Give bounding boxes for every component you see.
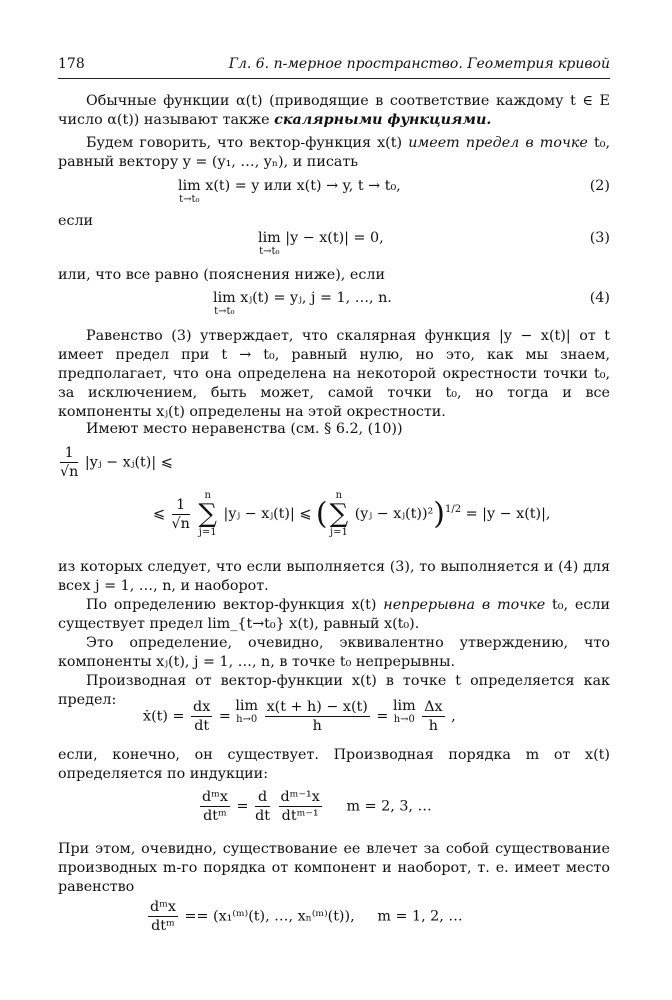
summation-2: n ∑ j=1 xyxy=(329,490,349,538)
term-scalar-functions: скалярными функциями. xyxy=(274,112,492,128)
equation-number: (4) xyxy=(589,290,610,306)
equation-number: (2) xyxy=(589,178,610,194)
equation-3: lim t→t₀ |y − x(t)| = 0, (3) xyxy=(258,230,610,257)
equation-4: lim t→t₀ xⱼ(t) = yⱼ, j = 1, …, n. (4) xyxy=(213,290,610,317)
summation-1: n ∑ j=1 xyxy=(198,490,217,538)
running-header xyxy=(58,56,610,79)
book-page xyxy=(58,0,610,1000)
term-continuous: непрерывна в точке xyxy=(383,597,546,613)
equation-components: $\frac{\text{dᵐx}}{\text{dtᵐ}}$ == (x₁⁽ᵐ⁾(t), …, xₙ⁽ᵐ⁾(t)), m = 1, 2, … xyxy=(150,899,463,934)
paragraph-scalar-functions: Обычные функции α(t) (приводящие в соответствие каждому t ∈ E число α(t)) называют также скалярными функциями. xyxy=(58,93,610,128)
equation-2: lim t→t₀ x(t) = y или x(t) → y, t → t₀, (2) xyxy=(178,178,610,205)
equation-number: (3) xyxy=(589,230,610,246)
paragraph-equivalently: или, что все равно (пояснения ниже), если xyxy=(58,267,385,283)
paragraph-inequalities: Имеют место неравенства (см. § 6.2, (10)) xyxy=(86,421,403,437)
term-has-limit: имеет предел в точке xyxy=(408,135,588,151)
paragraph-equality-3: Равенство (3) утверждает, что скалярная функция |y − x(t)| от t имеет предел при t → t₀, равный нулю, но это, как мы знаем, предполагает, что она определена на некоторой окрестности точки t₀, за исключением, быть может, самой точки t₀, но тогда и все компоненты xⱼ(t) определены на этой окрестности. xyxy=(58,328,610,420)
equation-induction: $\frac{\text{dᵐx}}{\text{dtᵐ}}$ = $\frac{d}{dt}$ $\frac{\text{dᵐ⁻¹x}}{\text{dtᵐ⁻¹}}$ m = 2, 3, … xyxy=(202,789,432,824)
paragraph-equivalent: Это определение, очевидно, эквивалентно утверждению, что компоненты xⱼ(t), j = 1, …, n, в точке t₀ непрерывны. xyxy=(58,635,610,670)
paragraph-higher-order: если, конечно, он существует. Производная порядка m от x(t) определяется по индукции: xyxy=(58,747,610,782)
paragraph-limit-definition: Будем говорить, что вектор-функция x(t) имеет предел в точке t₀, равный вектору y = (y₁, …, yₙ), и писать xyxy=(58,135,610,170)
chapter-title: Гл. 6. n-мерное пространство. Геометрия кривой xyxy=(228,56,610,72)
paragraph-continuity: По определению вектор-функция x(t) непрерывна в точке t₀, если существует предел lim_{t→t₀} x(t), равный x(t₀). xyxy=(58,597,610,632)
paragraph-derivative: Производная от вектор-функции x(t) в точке t определяется как предел: xyxy=(58,673,610,708)
inequality-line-1: $\frac{1}{√n}$ |yⱼ − xⱼ(t)| ⩽ xyxy=(60,445,173,480)
page-number: 178 xyxy=(58,56,85,72)
paragraph-consequence: из которых следует, что если выполняется (3), то выполняется и (4) для всех j = 1, …, n, и наоборот. xyxy=(58,559,610,594)
equation-derivative: ẋ(t) = $\frac{dx}{dt}$ = lim h→0 $\frac{x(t + h) - x(t)}{h}$ = lim h→0 $\frac{\Delta x}{h}$ , xyxy=(143,698,456,734)
inequality-line-2: ⩽ $\frac{1}{√n}$ n ∑ j=1 |yⱼ − xⱼ(t)| ⩽ ( n ∑ j=1 (yⱼ − xⱼ(t))²)$^{1/2}$ = |y − x(t)|, xyxy=(153,490,551,538)
paragraph-components: При этом, очевидно, существование ее влечет за собой существование производных m-го порядка от компонент и наоборот, т. е. имеет место равенство xyxy=(58,841,610,895)
text-esli: если xyxy=(58,213,94,229)
